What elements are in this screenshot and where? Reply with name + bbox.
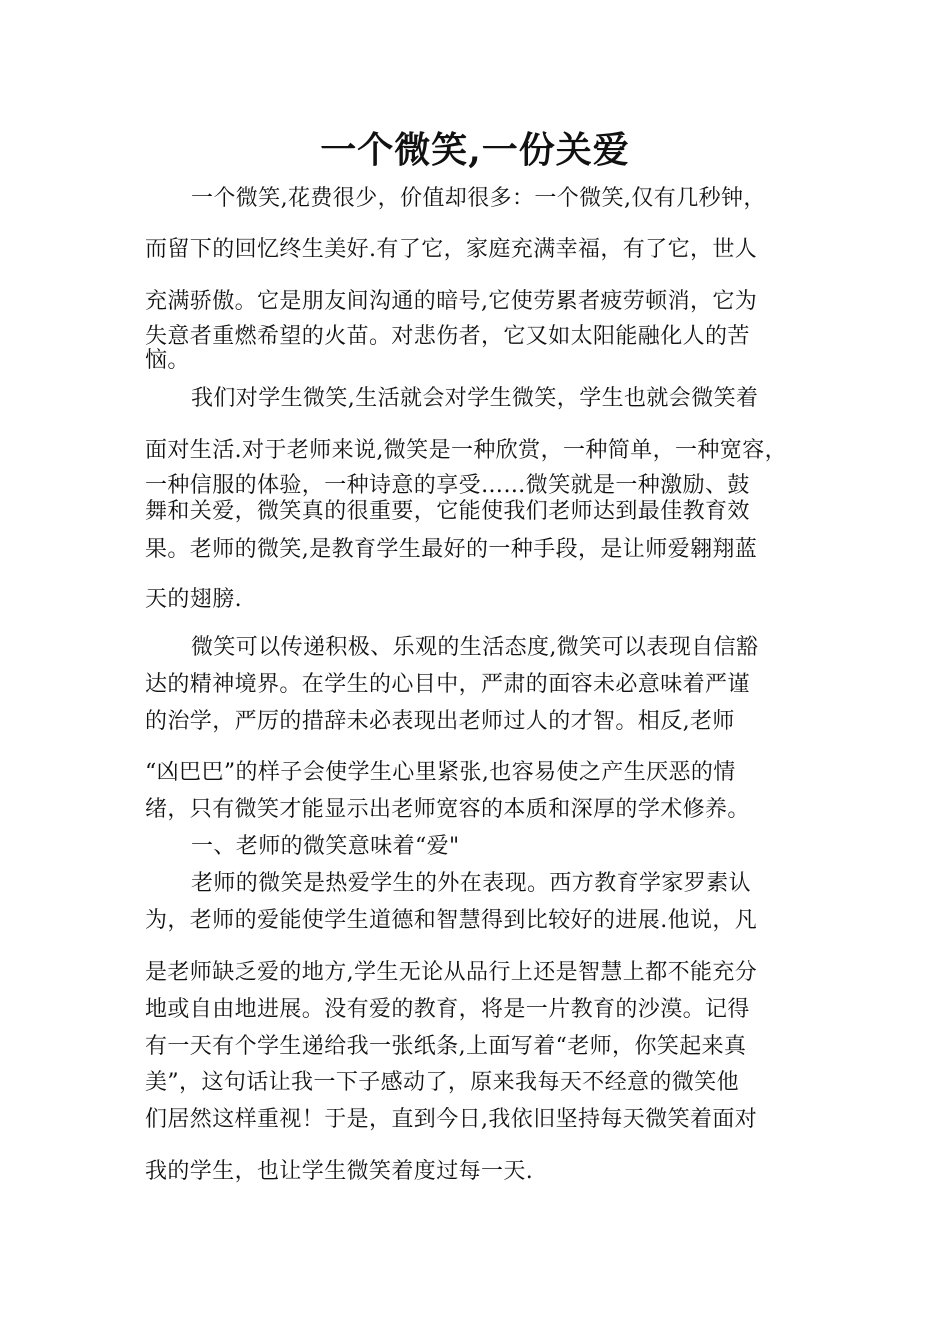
text-line: 舞和关爱，微笑真的很重要，它能使我们老师达到最佳教育效 [145,499,750,524]
text-line: 恼。 [145,348,190,373]
text-line: 地或自由地进展。没有爱的教育，将是一片教育的沙漠。记得 [145,997,750,1022]
text-line: 面对生活.对于老师来说,微笑是一种欣赏，一种简单，一种宽容， [145,438,787,463]
text-line: 老师的微笑是热爱学生的外在表现。西方教育学家罗素认 [191,871,752,896]
text-line: 美”，这句话让我一下子感动了，原来我每天不经意的微笑他 [145,1070,740,1095]
text-line: 微笑可以传递积极、乐观的生活态度,微笑可以表现自信豁 [191,635,759,660]
text-line: 们居然这样重视！于是，直到今日,我依旧坚持每天微笑着面对 [145,1107,758,1132]
text-line: 一种信服的体验，一种诗意的享受……微笑就是一种激励、鼓 [145,473,750,498]
text-line: 的治学，严厉的措辞未必表现出老师过人的才智。相反,老师 [145,709,735,734]
text-line: 而留下的回忆终生美好.有了它，家庭充满幸福，有了它，世人 [145,237,758,262]
text-line: 我的学生，也让学生微笑着度过每一天. [145,1159,534,1184]
section-heading: 一、老师的微笑意味着“爱" [191,834,460,859]
text-line: 天的翅膀. [145,587,242,612]
text-line: 达的精神境界。在学生的心目中，严肃的面容未必意味着严谨 [145,672,750,697]
text-line: “凶巴巴”的样子会使学生心里紧张,也容易使之产生厌恶的情 [145,760,736,785]
text-line: 我们对学生微笑,生活就会对学生微笑，学生也就会微笑着 [191,386,759,411]
document-title: 一个微笑,一份关爱 [320,129,630,171]
text-line: 充满骄傲。它是朋友间沟通的暗号,它使劳累者疲劳顿消，它为 [145,289,758,314]
text-line: 有一天有个学生递给我一张纸条,上面写着“老师，你笑起来真 [145,1034,747,1059]
text-line: 绪，只有微笑才能显示出老师宽容的本质和深厚的学术修养。 [145,797,750,822]
text-line: 为，老师的爱能使学生道德和智慧得到比较好的进展.他说，凡 [145,908,758,933]
text-line: 失意者重燃希望的火苗。对悲伤者，它又如太阳能融化人的苦 [145,324,750,349]
text-line: 一个微笑,花费很少，价值却很多：一个微笑,仅有几秒钟， [191,186,766,211]
text-line: 是老师缺乏爱的地方,学生无论从品行上还是智慧上都不能充分 [145,960,758,985]
text-line: 果。老师的微笑,是教育学生最好的一种手段，是让师爱翱翔蓝 [145,537,758,562]
